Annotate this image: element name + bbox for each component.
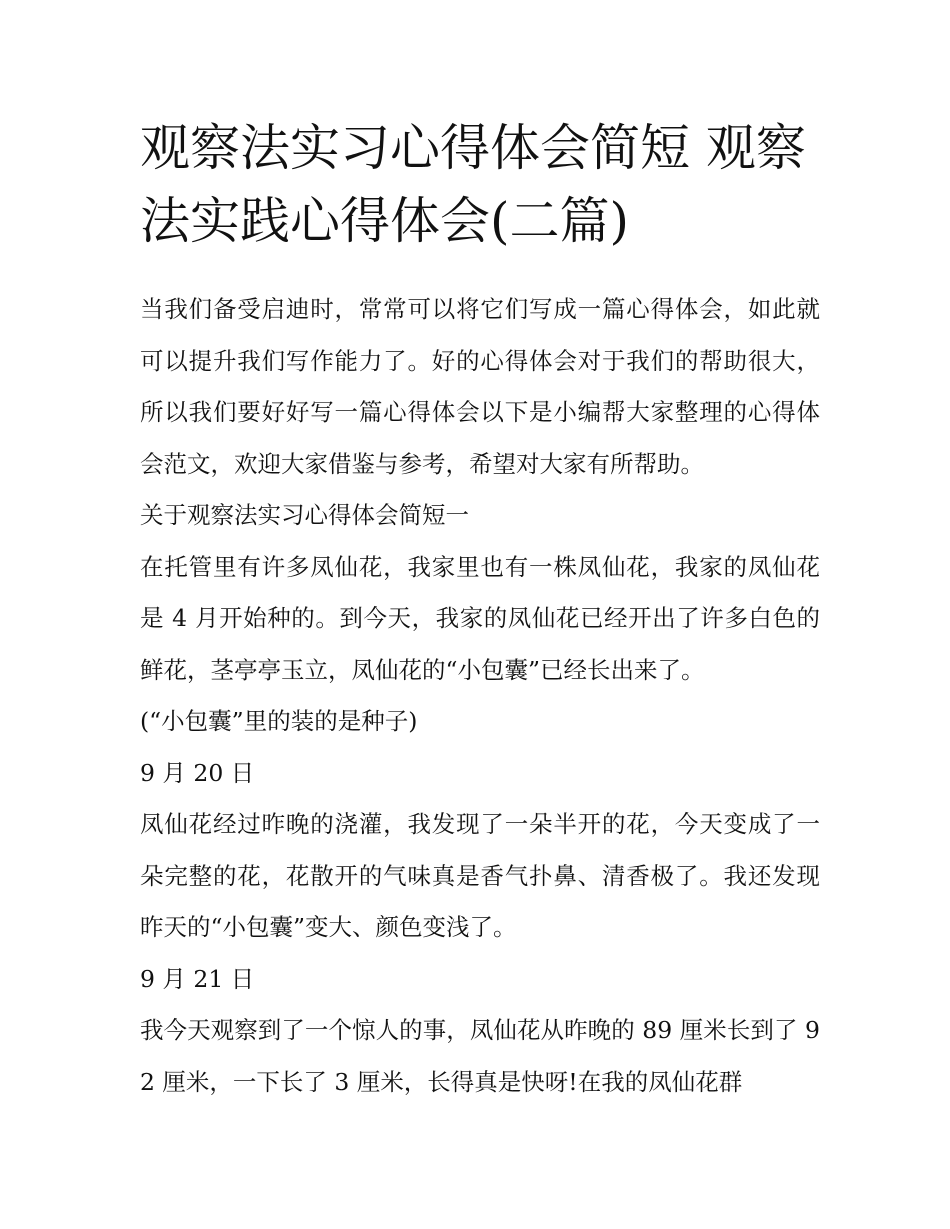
document-body <box>140 284 820 1108</box>
document-page <box>140 112 820 1108</box>
section-heading: 关于观察法实习心得体会简短一 <box>140 501 469 529</box>
body-paragraph: (“小包囊”里的装的是种子) <box>140 707 418 735</box>
date-heading: 9 月 21 日 <box>140 964 255 993</box>
intro-paragraph: 当我们备受启迪时，常常可以将它们写成一篇心得体会，如此就可以提升我们写作能力了。好的心得体会对于我们的帮助很大，所以我们要好好写一篇心得体会以下是小编帮大家整理的心得体会范文，欢迎大家借鉴与参考，希望对大家有所帮助。 <box>140 295 820 478</box>
body-paragraph: 凤仙花经过昨晚的浇灌，我发现了一朵半开的花，今天变成了一朵完整的花，花散开的气味真是香气扑鼻、清香极了。我还发现昨天的“小包囊”变大、颜色变浅了。 <box>140 810 820 941</box>
body-paragraph: 我今天观察到了一个惊人的事，凤仙花从昨晚的 89 厘米长到了 92 厘米，一下长了 3 厘米，长得真是快呀!在我的凤仙花群 <box>140 1016 820 1096</box>
document-title: 观察法实习心得体会简短 观察法实践心得体会(二篇) <box>140 119 806 250</box>
date-heading: 9 月 20 日 <box>140 758 255 787</box>
body-paragraph: 在托管里有许多凤仙花，我家里也有一株凤仙花，我家的凤仙花是 4 月开始种的。到今天，我家的凤仙花已经开出了许多白色的鲜花，茎亭亭玉立，凤仙花的“小包囊”已经长出来了。 <box>140 552 820 684</box>
